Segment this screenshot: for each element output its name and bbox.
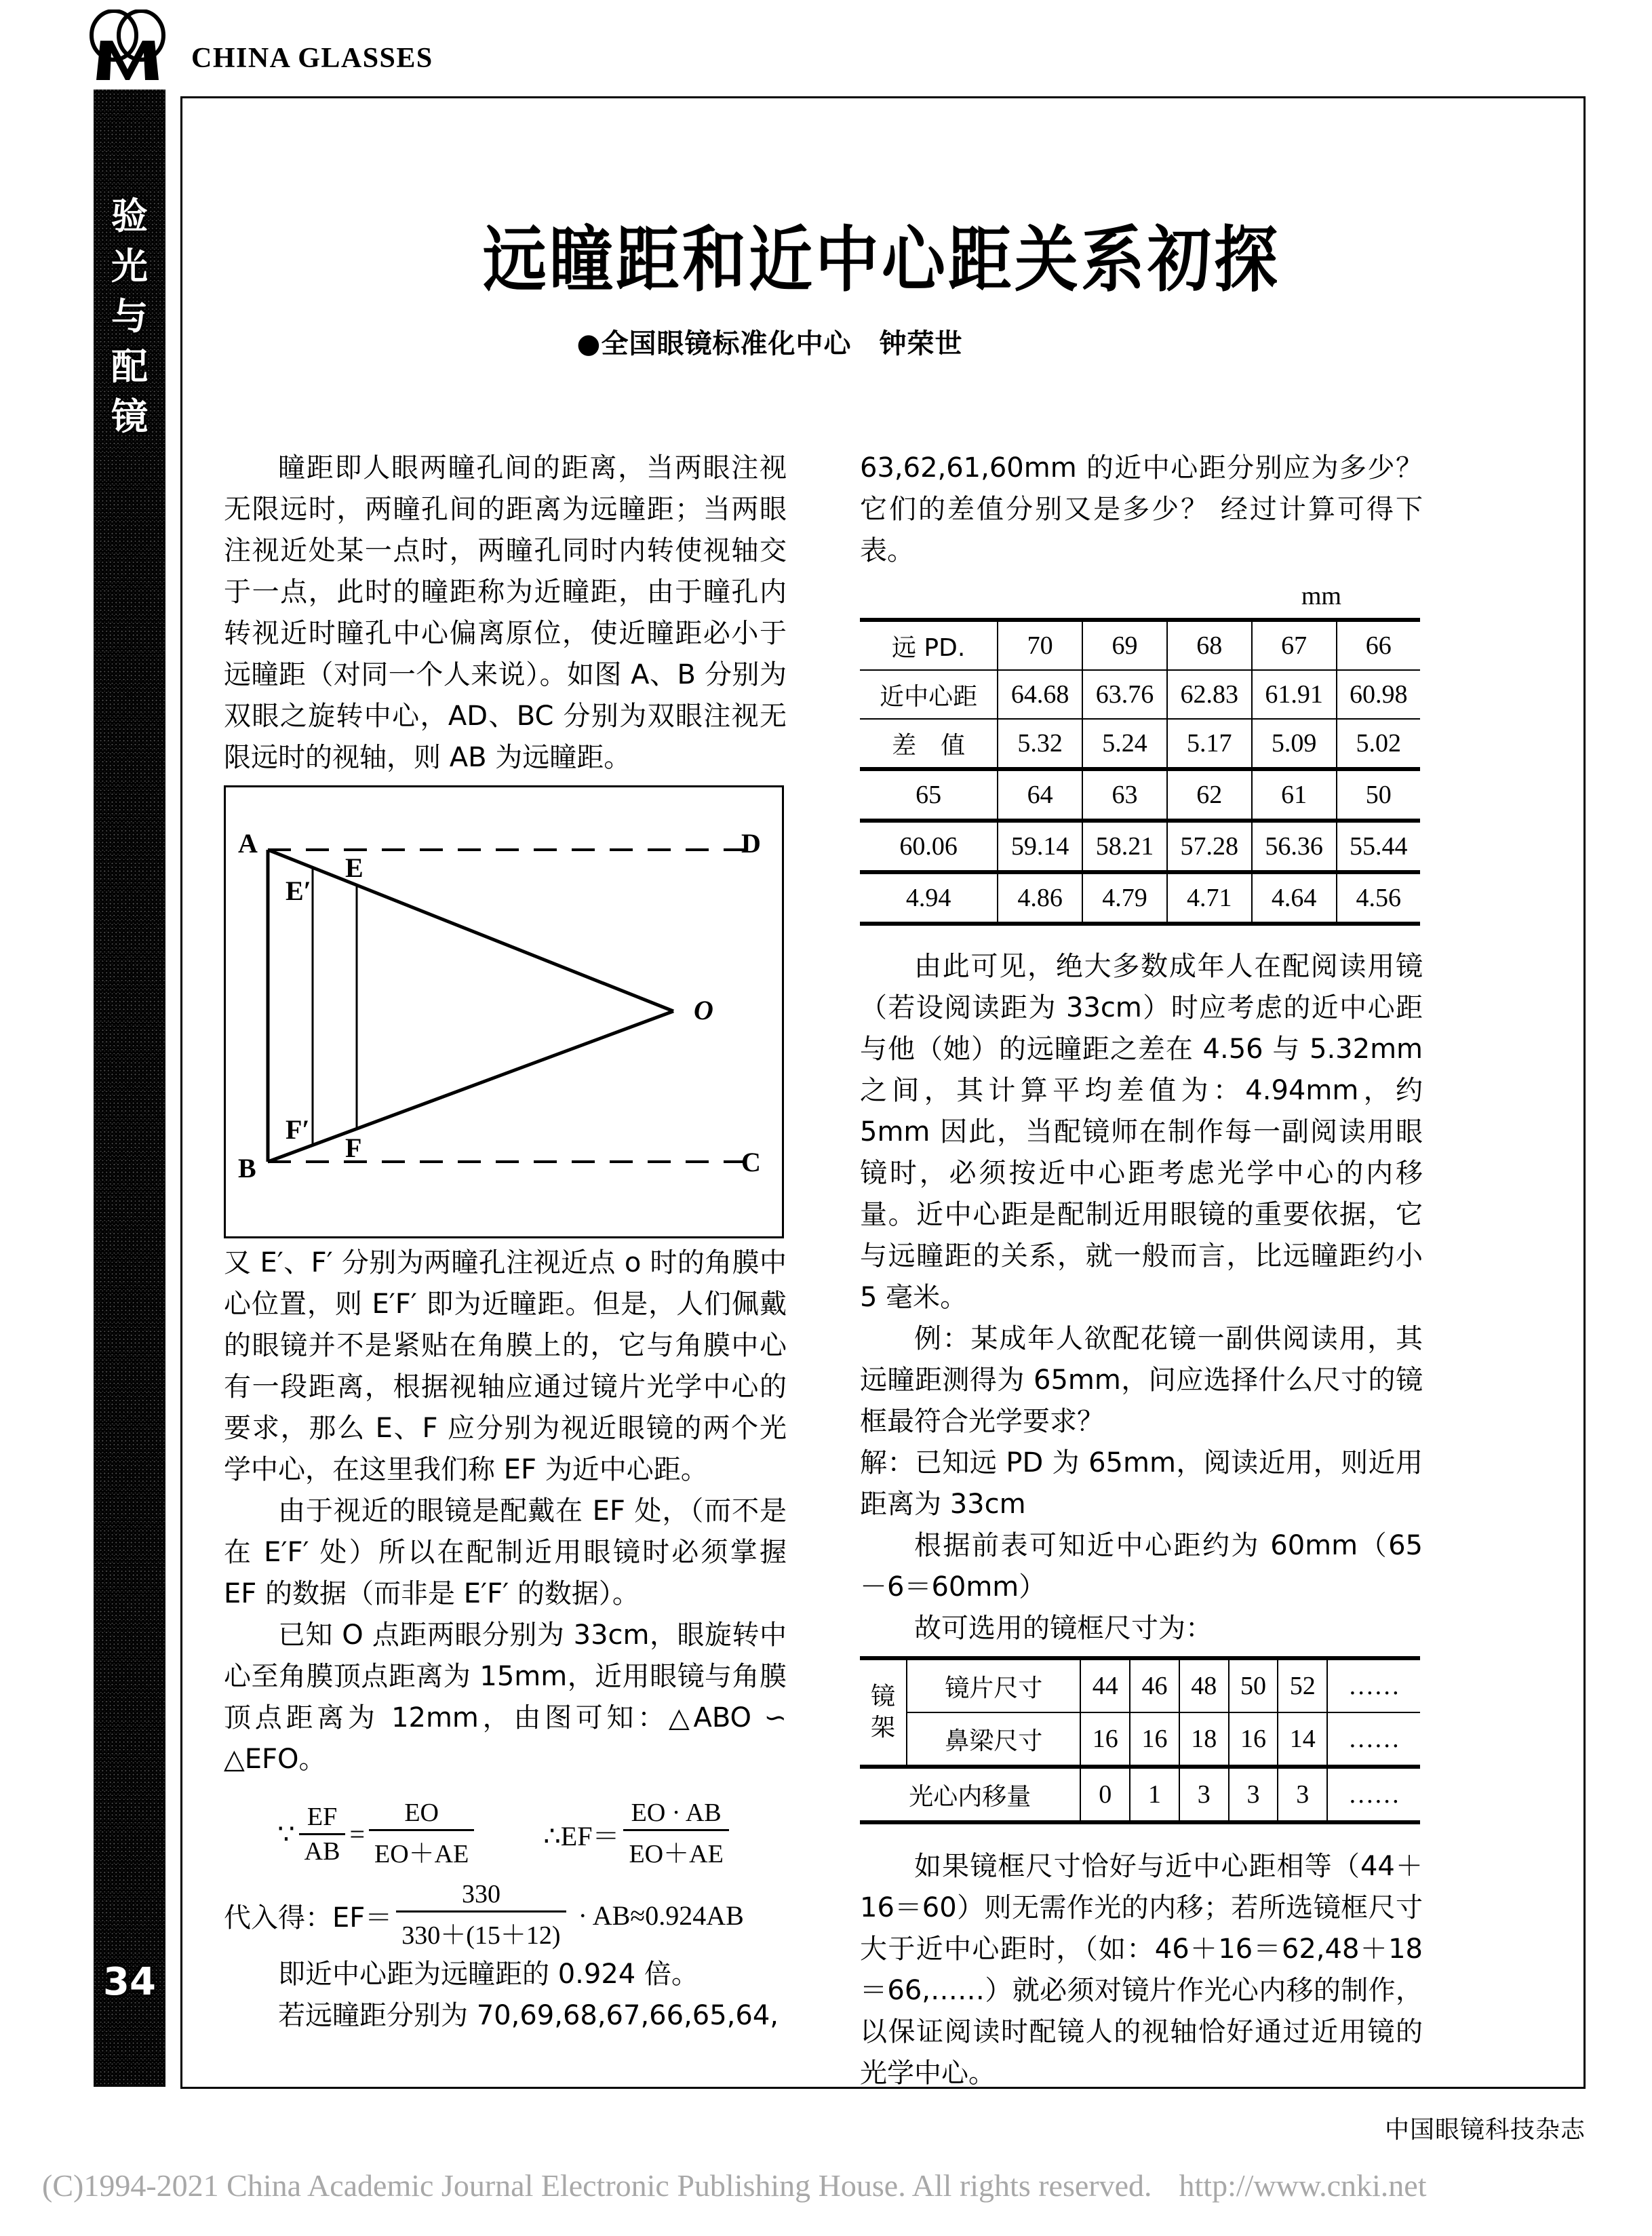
article-title: 远瞳距和近中心距关系初探 [482,219,1280,302]
figure-label-A: A [238,828,258,859]
table2-r2-c1: 1 [1130,1767,1179,1822]
formula2-denominator: EO＋AE [623,1829,728,1870]
table1-r5-label: 4.94 [860,872,998,924]
figure-label-F: F [345,1133,362,1163]
formula1-prefix: ∵ [277,1818,295,1849]
table1-r4-c2: 57.28 [1167,821,1252,872]
right-column [860,448,1423,2094]
table1-r0-c3: 67 [1252,620,1337,670]
section-spine-band [94,90,165,2087]
table1-r0-c2: 68 [1167,620,1252,670]
formula3-denominator: 330＋(15＋12) [396,1910,566,1951]
formula1-right-denominator: EO＋AE [369,1829,474,1870]
table2-r2-c0: 0 [1080,1767,1130,1822]
table1-r3-label: 65 [860,769,998,821]
table2-r1-label: 鼻梁尺寸 [907,1712,1080,1767]
table1-r3-c3: 61 [1252,769,1337,821]
copyright-watermark [42,2168,1427,2203]
left-paragraph-3: 由于视近的眼镜是配戴在 EF 处，（而不是在 E′F′ 处）所以在配制近用眼镜时必须掌握 EF 的数据（而非是 E′F′ 的数据）。 [224,1495,787,1609]
table2-r0-c2: 48 [1179,1658,1229,1712]
table1-r0-c1: 69 [1082,620,1167,670]
table1-r2-c3: 5.09 [1252,719,1337,769]
formula1-right-numerator: EO [404,1799,439,1827]
table1-r4-c1: 58.21 [1082,821,1167,872]
left-paragraph-2: 又 E′、F′ 分别为两瞳孔注视近点 o 时的角膜中心位置，则 E′F′ 即为近瞳距。但是，人们佩戴的眼镜并不是紧贴在角膜上的，它与角膜中心有一段距离，根据视轴应通过镜片光学中心的要求，那么 E、F 应分别为视近眼镜的两个光学中心，在这里我们称 EF 为近中心距。 [224,1247,787,1485]
formula3-numerator: 330 [461,1880,500,1908]
table-row [860,1767,1420,1822]
table1-r2-c1: 5.24 [1082,719,1167,769]
formula-row-2 [224,1879,787,1951]
table1-r5-c1: 4.79 [1082,872,1167,924]
spine-char-1: 光 [111,245,148,288]
right-paragraph-5: 根据前表可知近中心距约为 60mm（65－6＝60mm） [860,1530,1423,1603]
pd-to-near-center-table [860,618,1420,926]
table1-r3-c1: 63 [1082,769,1167,821]
table1-r3-c0: 64 [998,769,1082,821]
formula2-prefix: ∴EF＝ [543,1820,620,1851]
line-BO [268,1011,673,1162]
right-paragraph-2: 由此可见，绝大多数成年人在配阅读用镜（若设阅读距为 33cm）时应考虑的近中心距与他（她）的远瞳距之差在 4.56 与 5.32mm 之间，其计算平均差值为：4.94mm，约 5mm 因此，当配镜师在制作每一副阅读用眼镜时，必须按近中心距考虑光学中心的内移量。近中心距是配制近用眼镜的重要依据，它与远瞳距的关系，就一般而言，比远瞳距约小 5 毫米。 [860,951,1423,1313]
masthead-title: CHINA GLASSES [191,43,433,74]
spine-section-label [94,191,165,442]
spine-char-2: 与 [111,295,148,338]
table1-r5-c2: 4.71 [1167,872,1252,924]
table2-r0-label: 镜片尺寸 [907,1658,1080,1712]
formula1-left-denominator: AB [299,1833,346,1866]
geometry-figure [224,785,784,1238]
table1-r1-c1: 63.76 [1082,670,1167,719]
headline-block [203,219,1560,361]
figure-label-D: D [741,828,761,859]
table1-r5-c4: 4.56 [1337,872,1420,924]
formula1-equals: = [349,1818,366,1849]
table1-r5-c3: 4.64 [1252,872,1337,924]
table1-r5-c0: 4.86 [998,872,1082,924]
figure-label-C: C [741,1147,761,1177]
spine-char-3: 配 [111,345,148,388]
table-row [860,1712,1420,1767]
spine-char-0: 验 [111,195,148,237]
left-column [224,448,787,2037]
table-row [860,1658,1420,1712]
formula2-numerator: EO · AB [631,1799,722,1827]
formula-ef-over-ab [277,1798,478,1870]
table1-r4-label: 60.06 [860,821,998,872]
table2-r2-c4: 3 [1278,1767,1327,1822]
right-paragraph-6: 故可选用的镜框尺寸为： [914,1613,1213,1644]
journal-name-footer: 中国眼镜科技杂志 [1384,2116,1586,2144]
table1-r0-c0: 70 [998,620,1082,670]
formula-row-1 [224,1798,787,1870]
table2-r1-c4: 14 [1278,1712,1327,1767]
table-row [860,872,1420,924]
right-paragraph-3: 例：某成年人欲配花镜一副供阅读用，其远瞳距测得为 65mm，问应选择什么尺寸的镜框最符合光学要求？ [860,1323,1423,1437]
table1-r2-c2: 5.17 [1167,719,1252,769]
formula3-prefix: 代入得：EF＝ [224,1902,393,1934]
table1-r1-c4: 60.98 [1337,670,1420,719]
figure-label-F-prime: F′ [286,1114,310,1145]
left-paragraph-4: 已知 O 点距两眼分别为 33cm，眼旋转中心至角膜顶点距离为 15mm，近用眼镜与角膜顶点距离为 12mm，由图可知：△ABO ∽ △EFO。 [224,1620,787,1775]
copyright-text: (C)1994-2021 China Academic Journal Electronic Publishing House. All rights reserved. [42,2168,1152,2203]
formula1-left-fraction [299,1802,346,1866]
left-paragraph-5: 即近中心距为远瞳距的 0.924 倍。 [278,1959,699,1990]
figure-svg [226,787,782,1236]
article-byline: ●全国眼镜标准化中心 钟荣世 [576,328,963,359]
right-paragraph-4: 解：已知远 PD 为 65mm，阅读近用，则近用距离为 33cm [860,1447,1423,1520]
table1-r1-label: 近中心距 [860,670,998,719]
line-AO [268,850,673,1011]
table1-r2-label: 差 值 [860,719,998,769]
table1-r0-c4: 66 [1337,620,1420,670]
left-paragraph-6: 若远瞳距分别为 70,69,68,67,66,65,64, [278,2000,779,2031]
page-number: 34 [103,1960,156,2004]
table1-unit-label: mm [1301,582,1341,610]
copyright-url: http://www.cnki.net [1179,2168,1427,2203]
masthead [0,0,1652,102]
formula1-left-numerator: EF [307,1802,338,1831]
table2-r2-label: 光心内移量 [860,1767,1080,1822]
table2-r1-c2: 18 [1179,1712,1229,1767]
table2-r0-c4: 52 [1278,1658,1327,1712]
figure-label-O: O [694,995,713,1025]
table1-r1-c2: 62.83 [1167,670,1252,719]
formula1-right-fraction [369,1798,474,1870]
right-paragraph-7: 如果镜框尺寸恰好与近中心距相等（44＋16＝60）则无需作光的内移；若所选镜框尺寸大于近中心距时，（如：46＋16＝62,48＋18＝66,……）就必须对镜片作光心内移的制作，以保证阅读时配镜人的视轴恰好通过近用镜的光学中心。 [860,1851,1423,2089]
table2-r0-c5: …… [1327,1658,1420,1712]
table2-r1-c3: 16 [1229,1712,1278,1767]
figure-label-B: B [238,1153,256,1183]
figure-label-E: E [345,852,363,883]
table2-r0-c3: 50 [1229,1658,1278,1712]
table2-r0-c0: 44 [1080,1658,1130,1712]
table-row [860,670,1420,719]
table2-r2-c3: 3 [1229,1767,1278,1822]
table1-r0-label: 远 PD. [860,620,998,670]
table1-r4-c4: 55.44 [1337,821,1420,872]
left-paragraph-1: 瞳距即人眼两瞳孔间的距离，当两眼注视无限远时，两瞳孔间的距离为远瞳距；当两眼注视近处某一点时，两瞳孔同时内转使视轴交于一点，此时的瞳距称为近瞳距，由于瞳孔内转视近时瞳孔中心偏离原位，使近瞳距必小于远瞳距（对同一个人来说）。如图 A、B 分别为双眼之旋转中心，AD、BC 分别为双眼注视无限远时的视轴，则 AB 为远瞳距。 [224,452,787,773]
frame-size-table [860,1656,1420,1824]
table1-r2-c4: 5.02 [1337,719,1420,769]
formula2-fraction [623,1798,728,1870]
double-circle-m-logo-icon [87,9,168,84]
table-row [860,821,1420,872]
spine-char-4: 镜 [111,395,148,438]
table-row [860,719,1420,769]
table2-group-label: 镜架 [860,1658,907,1767]
formula-ef-solved [543,1798,732,1870]
table-row [860,769,1420,821]
table1-r2-c0: 5.32 [998,719,1082,769]
right-paragraph-1: 63,62,61,60mm 的近中心距分别应为多少？它们的差值分别又是多少？ 经过计算可得下表。 [860,452,1423,566]
table1-r3-c2: 62 [1167,769,1252,821]
formula3-fraction [396,1879,566,1951]
table2-r2-c2: 3 [1179,1767,1229,1822]
table1-r4-c3: 56.36 [1252,821,1337,872]
table1-r4-c0: 59.14 [998,821,1082,872]
figure-label-E-prime: E′ [286,876,311,906]
table1-r1-c3: 61.91 [1252,670,1337,719]
table1-r1-c0: 64.68 [998,670,1082,719]
table2-r1-c5: …… [1327,1712,1420,1767]
table-row [860,620,1420,670]
table2-r2-c5: …… [1327,1767,1420,1822]
table2-r0-c1: 46 [1130,1658,1179,1712]
table2-r1-c0: 16 [1080,1712,1130,1767]
table1-r3-c4: 50 [1337,769,1420,821]
formula3-suffix: · AB≈0.924AB [578,1900,744,1931]
table2-r1-c1: 16 [1130,1712,1179,1767]
